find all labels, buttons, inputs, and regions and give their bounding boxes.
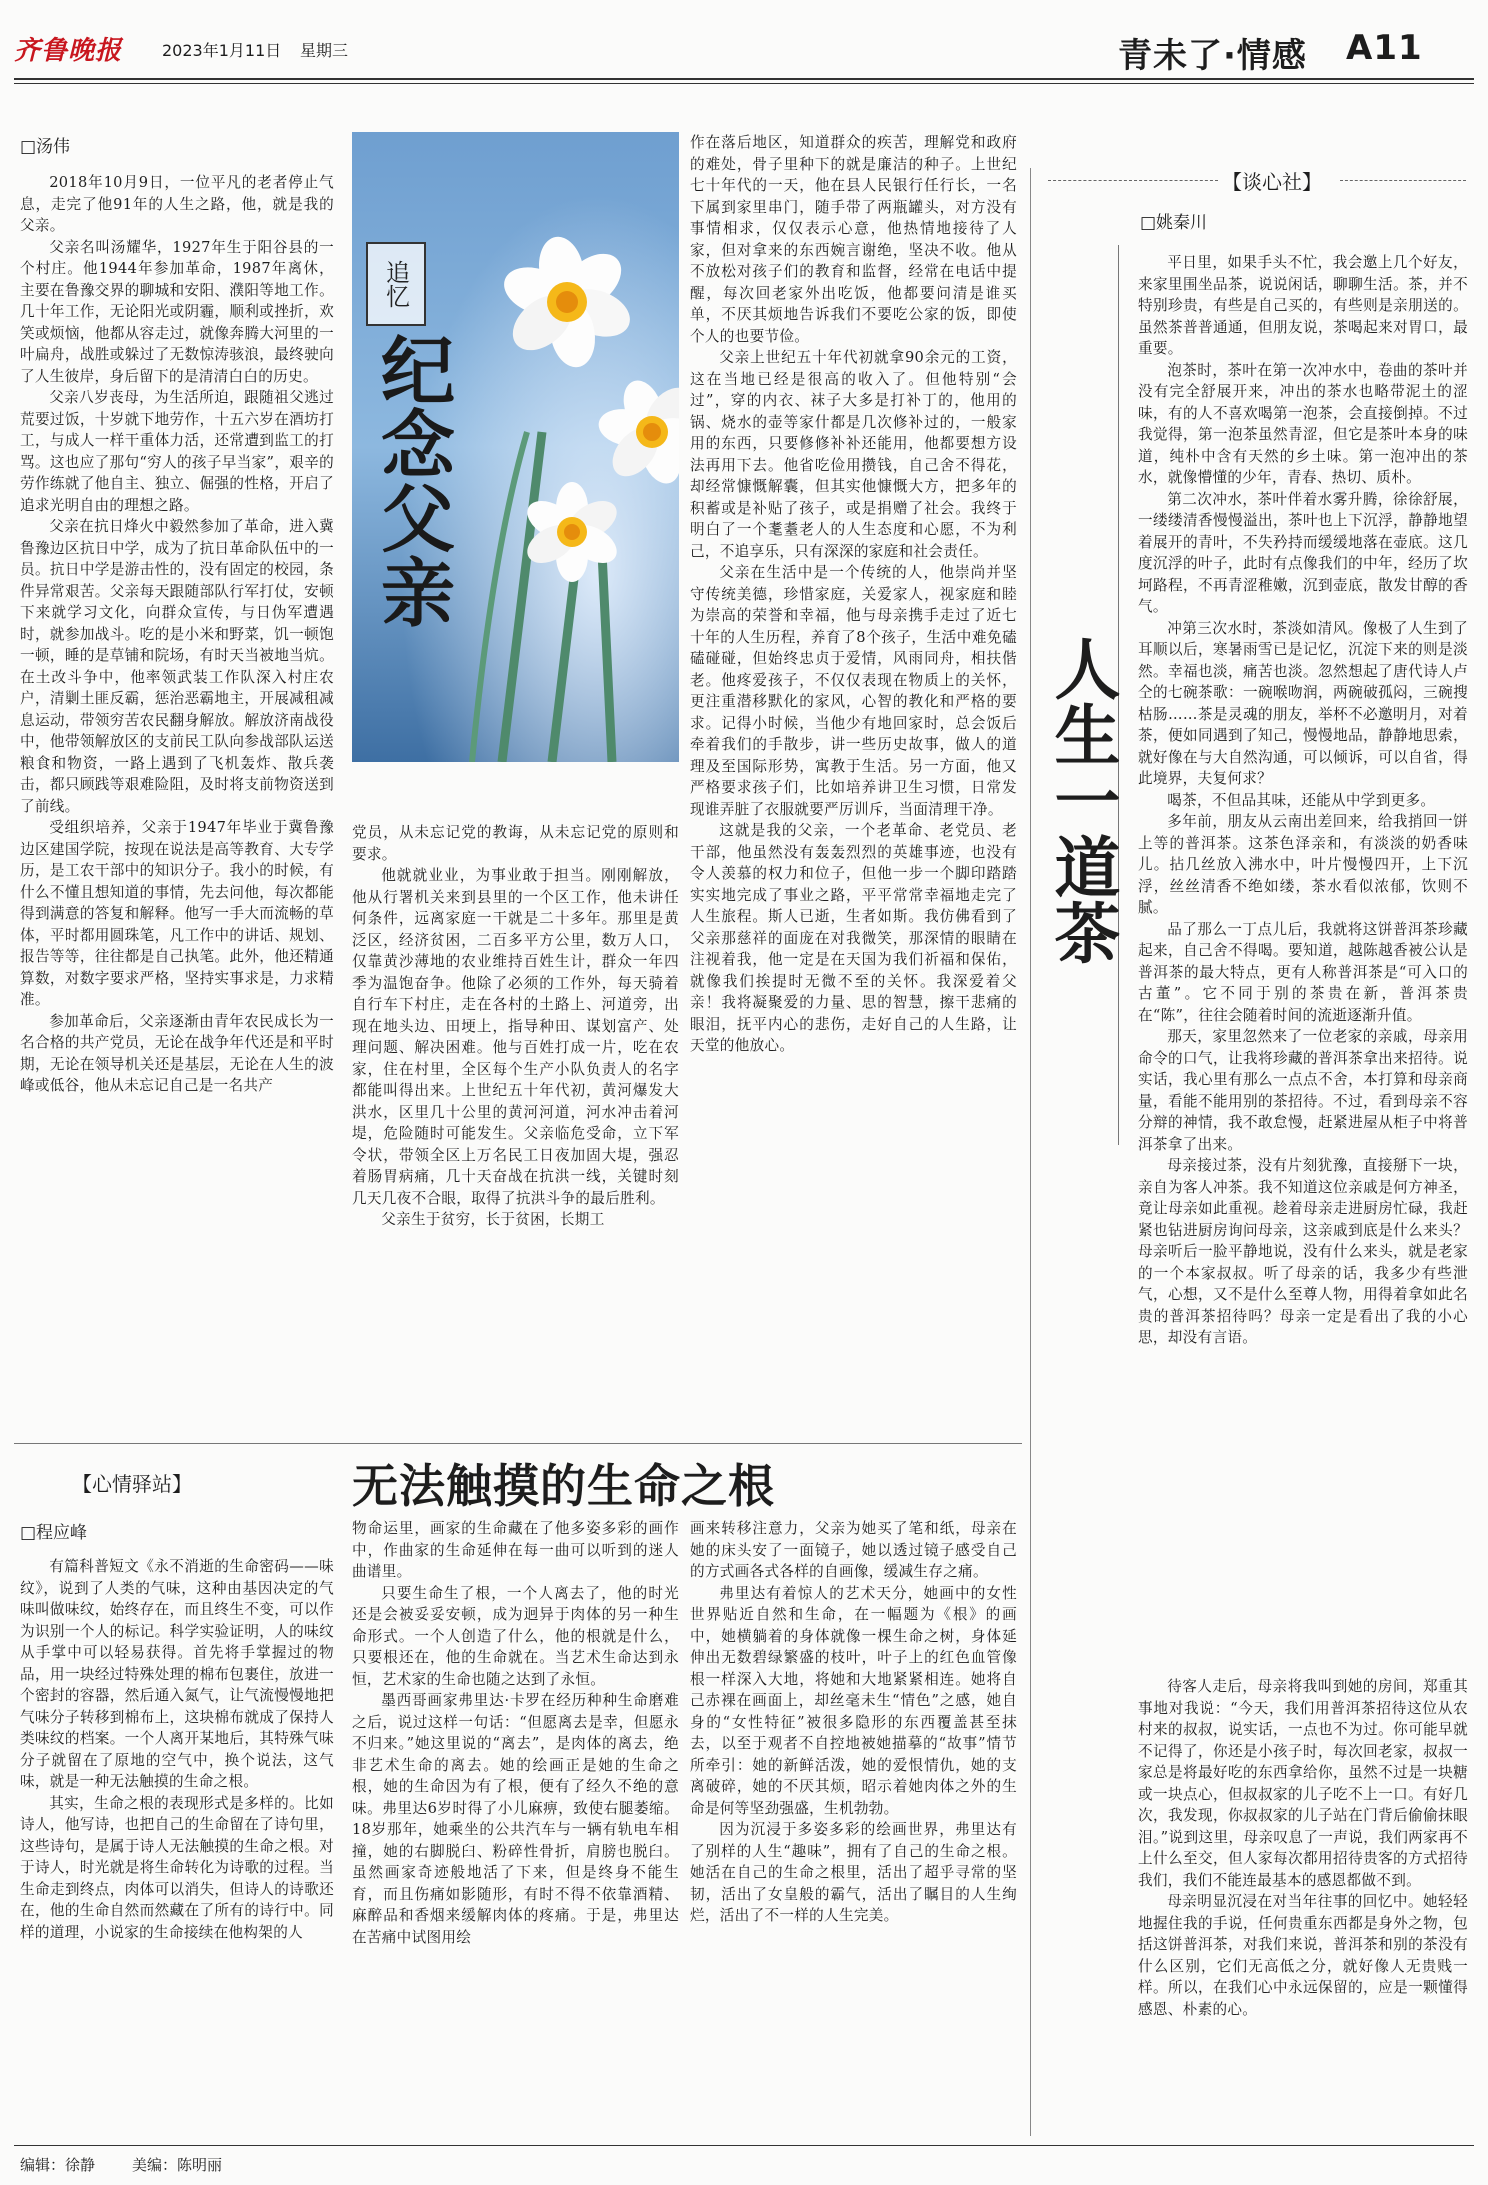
paragraph: 参加革命后，父亲逐渐由青年农民成长为一名合格的共产党员，无论在战争年代还是和平时期，无论在领导机关还是基层，无论在人生的波峰或低谷，他从未忘记自己是一名共产 <box>20 1012 334 1094</box>
paragraph: 因为沉浸于多姿多彩的绘画世界，弗里达有了别样的人生“趣味”，拥有了自己的生命之根。她活在自己的生命之根里，活出了超乎寻常的坚韧，活出了女皇般的霸气，活出了瞩目的人生绚烂，活出了不一样的人生完美。 <box>690 1821 1017 1924</box>
paragraph: 母亲明显沉浸在对当年往事的回忆中。她轻轻地握住我的手说，任何贵重东西都是身外之物，包括这饼普洱茶，对我们来说，普洱茶和别的茶没有什么区别，它们无高低之分，就好像人无贵贱一样。所以，在我们心中永远保留的，应是一颗懂得感恩、朴素的心。 <box>1138 1893 1468 2018</box>
paragraph: 只要生命生了根，一个人离去了，他的时光还是会被妥妥安顿，成为迥异于肉体的另一种生命形式。一个人创造了什么，他的根就是什么，只要根还在，他的生命就在。当艺术生命达到永恒，艺术家的生命也随之达到了永恒。 <box>352 1584 679 1688</box>
paragraph: 有篇科普短文《永不消逝的生命密码——味纹》，说到了人类的气味，这种由基因决定的气味叫做味纹，始终存在，而且终生不变，可以作为识别一个人的标记。科学实验证明，人的味纹从手掌中可以轻易获得。首先将手掌握过的物品，用一块经过特殊处理的棉布包裹住，放进一个密封的容器，然后通入氮气，让气流慢慢地把气味分子转移到棉布上，这块棉布就成了保持人类味纹的档案。一个人离开某地后，其特殊气味分子就留在了原地的空气中，换个说法，这气味，就是一种无法触摸的生命之根。 <box>20 1558 334 1790</box>
paragraph: 泡茶时，茶叶在第一次冲水中，卷曲的茶叶并没有完全舒展开来，冲出的茶水也略带泥土的涩味，有的人不喜欢喝第一泡茶，会直接倒掉。不过我觉得，第一泡茶虽然青涩，但它是茶叶本身的味道，纯朴中含有天然的乡土味。第一泡冲出的茶水，就像懵懂的少年，青春、热切、质朴。 <box>1138 361 1468 486</box>
article2-column-2 <box>352 1518 679 2136</box>
paragraph: 作在落后地区，知道群众的疾苦，理解党和政府的难处，骨子里种下的就是廉洁的种子。上世纪七十年代的一天，他在县人民银行任行长，一名下属到家里串门，随手带了两瓶罐头，对方没有事情相求，仅仅表示心意，他热情地接待了人家，但对拿来的东西婉言谢绝，坚决不收。他从不放松对孩子们的教育和监督，经常在电话中提醒，每次回老家外出吃饭，他都要问清是谁买单，不厌其烦地告诉我们不要吃公家的饭，即使个人的也要节俭。 <box>690 134 1017 345</box>
article2-column-1 <box>20 1556 334 2136</box>
paragraph: 待客人走后，母亲将我叫到她的房间，郑重其事地对我说：“今天，我们用普洱茶招待这位从农村来的叔叔，说实话，一点也不为过。你可能早就不记得了，你还是小孩子时，每次回老家，叔叔一家总是将最好吃的东西拿给你，虽然不过是一块糖或一块点心，但叔叔家的儿子吃不上一口。有好几次，我发现，你叔叔家的儿子站在门背后偷偷抹眼泪。”说到这里，母亲叹息了一声说，我们两家再不上什么至交，但人家每次都用招待贵客的方式招待我们，我们不能连最基本的感恩都做不到。 <box>1138 1678 1468 1889</box>
paragraph: 母亲接过茶，没有片刻犹豫，直接掰下一块，亲自为客人冲茶。我不知道这位亲戚是何方神圣，竟让母亲如此重视。趁着母亲走进厨房忙碌，我赶紧也钻进厨房询问母亲，这亲戚到底是什么来头？母亲听后一脸平静地说，没有什么来头，就是老家的一个本家叔叔。听了母亲的话，我多少有些泄气，心想，又不是什么至尊人物，用得着拿如此名贵的普洱茶招待吗？母亲一定是看出了我的小心思，却没有言语。 <box>1138 1157 1468 1346</box>
article3-title: 人生一道茶 <box>1043 635 1121 965</box>
page-number: A11 <box>1346 28 1423 68</box>
paragraph: 父亲上世纪五十年代初就拿90余元的工资，这在当地已经是很高的收入了。但他特别“会过”，穿的内衣、袜子大多是打补丁的，他用的锅、烧水的壶等家什都是几次修补过的，一般家用的东西，只要修修补补还能用，他都要想方设法再用下去。他省吃俭用攒钱，自己舍不得花，却经常慷慨解囊，但其实他慷慨大方，把多年的积蓄或是补贴了孩子，或是捐赠了社会。我终于明白了一个耄耋老人的人生态度和心愿，不为利己，不追享乐，只有深深的家庭和社会责任。 <box>690 349 1017 560</box>
footer-designer: 美编：陈明丽 <box>132 2156 223 2174</box>
paragraph: 墨西哥画家弗里达·卡罗在经历种种生命磨难之后，说过这样一句话：“但愿离去是幸，但愿永不归来。”她这里说的“离去”，是肉体的离去，绝非艺术生命的离去。她的绘画正是她的生命之根，她的生命因为有了根，便有了经久不绝的意味。弗里达6岁时得了小儿麻痹，致使右腿萎缩。18岁那年，她乘坐的公共汽车与一辆有轨电车相撞，她的右脚脱臼、粉碎性骨折，肩膀也脱臼。虽然画家奇迹般地活了下来，但是终身不能生育，而且伤痛如影随形，有时不得不依靠酒精、麻醉品和香烟来缓解肉体的疼痛。于是，弗里达在苦痛中试图用绘 <box>352 1692 679 1946</box>
recall-tag-box <box>366 242 426 326</box>
paragraph: 冲第三次水时，茶淡如清风。像极了人生到了耳顺以后，寒暑雨雪已是记忆，沉淀下来的则是淡然。幸福也淡，痛苦也淡。忽然想起了唐代诗人卢仝的七碗茶歌：一碗喉吻润，两碗破孤闷，三碗搜枯肠……茶是灵魂的朋友，举杯不必邀明月，对着茶，便如同遇到了知己，慢慢地品，静静地思索，就好像在与大自然沟通，可以倾诉，可以自省，得此境界，夫复何求？ <box>1138 619 1468 787</box>
paragraph: 画来转移注意力，父亲为她买了笔和纸，母亲在她的床头安了一面镜子，她以透过镜子感受自己的方式画各式各样的自画像，缓减生存之痛。 <box>690 1520 1017 1580</box>
section-divider <box>14 1443 1022 1444</box>
paragraph: 父亲在抗日烽火中毅然参加了革命，进入冀鲁豫边区抗日中学，成为了抗日革命队伍中的一员。抗日中学是游击性的，没有固定的校园，条件异常艰苦。父亲每天跟随部队行军打仗，安顿下来就学习文化，向群众宣传，与日伪军遭遇时，就参加战斗。吃的是小米和野菜，饥一顿饱一顿，睡的是草铺和院场，有时天当被地当炕。在土改斗争中，他率领武装工作队深入村庄农户，清剿土匪反霸，惩治恶霸地主，开展减租减息运动，带领穷苦农民翻身解放。解放济南战役中，他带领解放区的支前民工队向参战部队运送粮食和物资，一路上遇到了飞机轰炸、散兵袭击，都只顾践等艰难险阻，及时将支前物资送到了前线。 <box>20 518 334 815</box>
paragraph: 父亲在生活中是一个传统的人，他崇尚并坚守传统美德，珍惜家庭，关爱家人，视家庭和睦为崇高的荣誉和幸福，他与母亲携手走过了近七十年的人生历程，养育了8个孩子，生活中难免磕磕碰碰，但始终忠贞于爱情，风雨同舟，相扶偕老。他疼爱孩子，不仅仅表现在物质上的关怀，更注重潜移默化的家风，心智的教化和严格的要求。记得小时候，当他少有地回家时，总会饭后牵着我们的手散步，讲一些历史故事，做人的道理及至国际形势，寓教于生活。另一方面，他又严格要求孩子们，比如培养讲卫生习惯，日常发现谁弄脏了衣服就要严厉训斥，当面清理干净。 <box>690 564 1017 818</box>
article1-column-2 <box>352 822 679 1432</box>
paragraph: 第二次冲水，茶叶伴着水雾升腾，徐徐舒展，一缕缕清香慢慢溢出，茶叶也上下沉浮，静静地望着展开的青叶，不失矜持而缓缓地落在壶底。这几度沉浮的叶子，此时有点像我们的中年，经历了坎坷路程，不再青涩稚嫩，沉到壶底，散发甘醇的香气。 <box>1138 490 1468 615</box>
article3-column-1-lower <box>1138 1676 1468 2136</box>
article2-byline: □程应峰 <box>20 1523 88 1543</box>
issue-date: 2023年1月11日 <box>162 41 282 60</box>
paragraph: 喝茶，不但品其味，还能从中学到更多。 <box>1167 791 1436 809</box>
footer-editor: 编辑：徐静 <box>20 2156 96 2174</box>
article1-column-3 <box>690 132 1017 1432</box>
header-rule-thin <box>14 83 1474 84</box>
paragraph: 他就就业业，为事业敢于担当。刚刚解放，他从行署机关来到县里的一个区工作，他未讲任何条件，远离家庭一干就是二十多年。那里是黄泛区，经济贫困，二百多平方公里，数万人口，仅靠黄沙薄地的农业维持百姓生计，群众一年四季为温饱奋争。他除了必须的工作外，每天骑着自行车下村庄，走在各村的土路上、河道旁，出现在地头边、田埂上，指导种田、谋划富产、处理问题、解决困难。他与百姓打成一片，吃在农家，住在村里，全区每个生产小队负责人的名字都能叫得出来。上世纪五十年代初，黄河爆发大洪水，区里几十公里的黄河河道，河水冲击着河堤，危险随时可能发生。父亲临危受命，立下军令状，带领全区上万名民工日夜加固大堤，强忍着肠胃病痛，几十天奋战在抗洪一线，关键时刻几天几夜不合眼，取得了抗洪斗争的最后胜利。 <box>352 867 679 1207</box>
paragraph: 多年前，朋友从云南出差回来，给我捎回一饼上等的普洱茶。这茶色泽亲和，有淡淡的奶香味儿。拈几丝放入沸水中，叶片慢慢四开，上下沉浮，丝丝清香不绝如缕，茶水看似浓郁，饮则不腻。 <box>1138 813 1468 916</box>
recall-tag: 追忆 <box>381 260 410 308</box>
tag-dash-right <box>1340 180 1466 181</box>
paragraph: 这就是我的父亲，一个老革命、老党员、老干部，他虽然没有轰轰烈烈的英雄事迹，也没有令人羡慕的权力和位子，但他一步一个脚印踏踏实实地完成了事业之路，平平常常幸福地走完了人生旅程。斯人已逝，生者如斯。我仿佛看到了父亲那慈祥的面庞在对我微笑，那深情的眼睛在注视着我，他一定是在天国为我们祈福和保佑，就像我们挨提时无微不至的关怀。我深爱着父亲！我将凝聚爱的力量、思的智慧，擦干悲痛的眼泪，抚平内心的悲伤，走好自己的人生路，让天堂的他放心。 <box>690 822 1017 1054</box>
article3-byline: □姚秦川 <box>1140 213 1208 233</box>
paragraph: 物命运里，画家的生命藏在了他多姿多彩的画作中，作曲家的生命延伸在每一曲可以听到的迷人曲谱里。 <box>352 1520 679 1580</box>
paragraph: 父亲八岁丧母，为生活所迫，跟随祖父逃过荒要过饭，十岁就下地劳作，十五六岁在酒坊打工，与成人一样干重体力活，还常遭到监工的打骂。这也应了那句“穷人的孩子早当家”，艰辛的劳作练就了他自主、独立、倔强的性格，开启了追求光明自由的理想之路。 <box>20 389 334 514</box>
tag-dash-left <box>1048 180 1218 181</box>
paragraph: 党员，从未忘记党的教诲，从未忘记党的原则和要求。 <box>352 824 679 863</box>
paragraph: 其实，生命之根的表现形式是多样的。比如诗人，他写诗，也把自己的生命留在了诗句里，这些诗句，是属于诗人无法触摸的生命之根。对于诗人，时光就是将生命转化为诗歌的过程。当生命走到终点，肉体可以消失，但诗人的诗歌还在，他的生命自然而然藏在了所有的诗行中。同样的道理，小说家的生命接续在他构架的人 <box>20 1794 334 1941</box>
paragraph: 平日里，如果手头不忙，我会邀上几个好友，来家里围坐品茶，说说闲话，聊聊生活。茶，并不特别珍贵，有些是自己买的，有些则是亲朋送的。虽然茶普普通通，但朋友说，茶喝起来对胃口，最重要。 <box>1138 254 1468 357</box>
section-title: 青未了·情感 <box>1118 36 1307 76</box>
article1-title: 纪念父亲 <box>369 332 455 628</box>
issue-weekday: 星期三 <box>300 41 349 60</box>
paragraph: 父亲生于贫穷，长于贫困，长期工 <box>381 1211 605 1228</box>
article1-photo <box>352 132 679 762</box>
paragraph: 父亲名叫汤耀华，1927年生于阳谷县的一个村庄。他1944年参加革命，1987年离休，主要在鲁豫交界的聊城和安阳、濮阳等地工作。几十年工作，无论阳光或阴霾，顺利或挫折，欢笑或烦恼，他都从容走过，就像奔腾大河里的一叶扁舟，战胜或躲过了无数惊涛骇浪，最终驶向了人生彼岸，身后留下的是清清白白的历史。 <box>20 238 334 385</box>
footer-rule <box>14 2145 1474 2146</box>
article2-column-tag: 【心情驿站】 <box>72 1472 192 1496</box>
article3-column-1-upper <box>1138 252 1468 1672</box>
paragraph: 弗里达有着惊人的艺术天分，她画中的女性世界贴近自然和生命，在一幅题为《根》的画中，她横躺着的身体就像一棵生命之树，身体延伸出无数碧绿繁盛的枝叶，叶子上的红色血管像根一样深入大地，将她和大地紧紧相连。她将自己赤裸在画面上，却丝毫未生“情色”之感，她自身的“女性特征”被很多隐形的东西覆盖甚至抹去，以至于观者不自控地被她描摹的“故事”情节所牵引：她的新鲜活泼，她的爱恨情仇，她的支离破碎，她的不厌其烦，昭示着她肉体之外的生命是何等坚劲强盛，生机勃勃。 <box>690 1584 1017 1817</box>
article1-byline: □汤伟 <box>20 137 71 157</box>
newspaper-logo: 齐鲁晚报 <box>14 36 123 66</box>
paragraph: 品了那么一丁点儿后，我就将这饼普洱茶珍藏起来，自己舍不得喝。要知道，越陈越香被公认是普洱茶的最大特点，更有人称普洱茶是“可入口的古董”。它不同于别的茶贵在新，普洱茶贵在“陈”，往往会随着时间的流逝逐渐升值。 <box>1138 920 1468 1024</box>
paragraph: 2018年10月9日，一位平凡的老者停止气息，走完了他91年的人生之路，他，就是我的父亲。 <box>20 174 334 234</box>
paragraph: 受组织培养，父亲于1947年毕业于冀鲁豫边区建国学院，按现在说法是高等教育、大专学历，是工农干部中的知识分子。我小的时候，有什么不懂且想知道的事情，先去问他，每次都能得到满意的答复和解释。他写一手大而流畅的草体，平时都用圆珠笔，凡工作中的讲话、规划、报告等等，往往都是自己执笔。此外，他还精通算数，对数字要求严格，坚持实事求是，力求精准。 <box>20 819 334 1008</box>
article1-column-1 <box>20 172 334 1432</box>
article3-title-band <box>1042 245 1119 1145</box>
header-rule <box>14 78 1474 80</box>
article2-title: 无法触摸的生命之根 <box>352 1459 775 1513</box>
paragraph: 那天，家里忽然来了一位老家的亲戚，母亲用命令的口气，让我将珍藏的普洱茶拿出来招待。说实话，我心里有那么一点点不舍，本打算和母亲商量，看能不能用别的茶招待。不过，看到母亲不容分辩的神情，我不敢怠慢，赶紧进屋从柜子中将普洱茶拿了出来。 <box>1138 1028 1468 1153</box>
article3-column-tag: 【谈心社】 <box>1222 170 1322 194</box>
article2-column-3 <box>690 1518 1017 2136</box>
column-divider <box>1030 168 1031 2136</box>
